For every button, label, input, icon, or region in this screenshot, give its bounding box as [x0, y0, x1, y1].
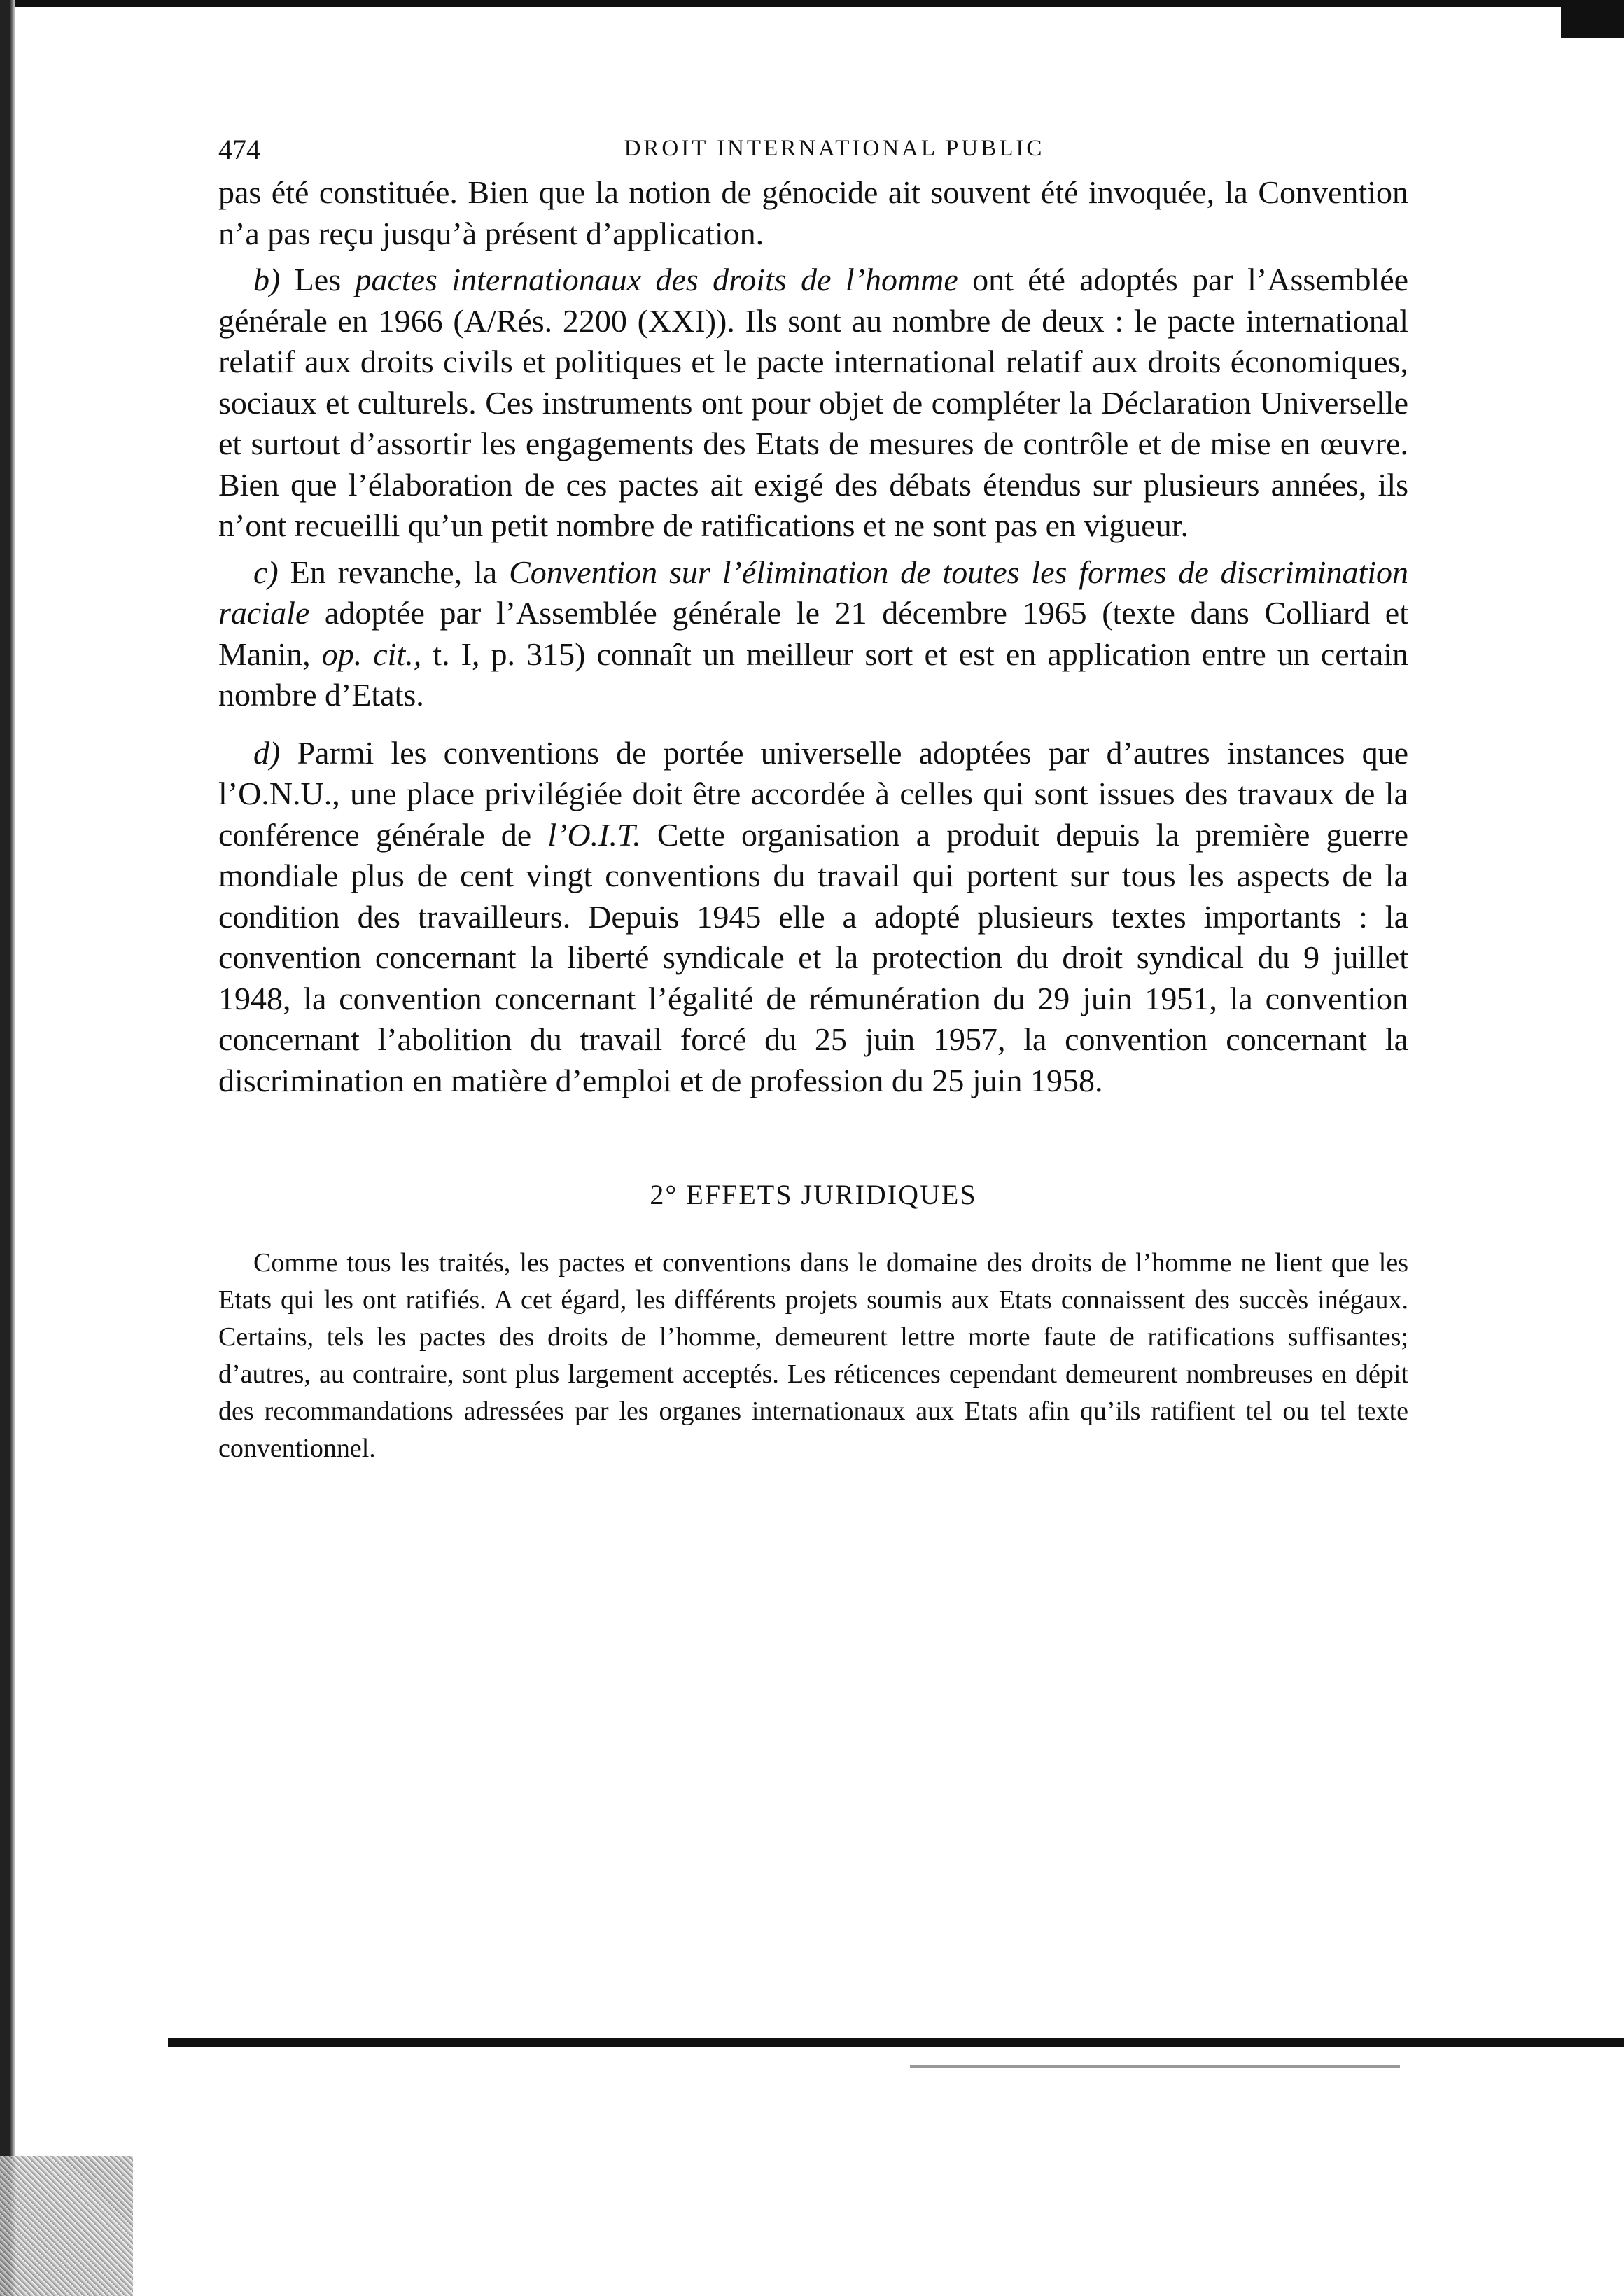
paragraph-text: t. I, p. 315) connaît un meilleur sort et est en application entre un certain nombre d’Etats.: [218, 636, 1409, 713]
paragraph-b: [218, 260, 1408, 547]
scan-corner-artifact: [1561, 0, 1624, 38]
section-text: [218, 1245, 1408, 1467]
paragraph-text: pas été constituée. Bien que la notion de génocide ait souvent été invoquée, la Convention n’a pas reçu jusqu’à présent d’application.: [218, 174, 1408, 251]
citation: op. cit.,: [321, 636, 422, 672]
paragraph-d: [218, 733, 1408, 1102]
italic-title: Convention sur l’élimination de toutes les formes de discrimination raciale: [218, 554, 1409, 631]
body-text: [218, 172, 1408, 1101]
paragraph-label: d): [253, 734, 281, 771]
paragraph-lead: Parmi les conventions de portée universelle adoptées par d’autres instances que l’O.N.U., une place privilégiée doit être accordée à celles qui sont issues des travaux de la conférence générale de: [218, 734, 1408, 853]
paragraph-c: [218, 552, 1408, 716]
paragraph-text: ont été adoptés par l’Assemblée générale en 1966 (A/Rés. 2200 (XXI)). Ils sont au nombre de deux : le pacte international relatif aux droits civils et politiques et le pacte international relatif aux droits économiques, sociaux et culturels. Ces instruments ont pour objet de compléter la Déclaration Universelle et surtout d’assortir les engagements des Etats de mesures de contrôle et de mise en œuvre. Bien que l’élaboration de ces pactes ait exigé des débats étendus sur plusieurs années, ils n’ont recueilli qu’un petit nombre de ratifications et ne sont pas en vigueur.: [218, 262, 1409, 543]
page-number: 474: [218, 134, 260, 165]
italic-title: pactes internationaux des droits de l’homme: [355, 262, 958, 298]
paragraph-lead: Les: [294, 262, 342, 298]
scan-left-border: [0, 0, 15, 2296]
scan-bottom-left-artifact: [0, 2156, 133, 2296]
paragraph-text: Cette organisation a produit depuis la première guerre mondiale plus de cent vingt conventions du travail qui portent sur tous les aspects de la condition des travailleurs. Depuis 1945 elle a adopté plusieurs textes importants : la convention concernant la liberté syndicale et la protection du droit syndical du 9 juillet 1948, la convention concernant l’égalité de rémunération du 29 juin 1951, la convention concernant l’abolition du travail forcé du 25 juin 1957, la convention concernant la discrimination en matière d’emploi et de profession du 25 juin 1958.: [218, 816, 1409, 1098]
paragraph-continuation: [218, 172, 1408, 254]
scan-bottom-rule-faint: [910, 2065, 1400, 2068]
book-page: [218, 119, 1408, 1467]
paragraph-label: c): [253, 554, 279, 590]
paragraph-text: adoptée par l’Assemblée générale le 21 décembre 1965 (texte dans Colliard et Manin,: [218, 595, 1408, 672]
section-heading: 2° EFFETS JURIDIQUES: [650, 1179, 977, 1210]
organization-abbrev: l’O.I.T.: [547, 816, 641, 853]
section-paragraph: Comme tous les traités, les pactes et conventions dans le domaine des droits de l’homme ne lient que les Etats qui les ont ratifiés. A cet égard, les différents projets soumis aux Etats connaissent des succès inégaux. Certains, tels les pactes des droits de l’homme, demeurent lettre morte faute de ratifications suffisantes; d’autres, au contraire, sont plus largement acceptés. Les réticences cependant demeurent nombreuses en dépit des recommandations adressées par les organes internationaux aux Etats afin qu’ils ratifient tel ou tel texte conventionnel.: [218, 1248, 1408, 1463]
running-head: [218, 119, 1408, 168]
paragraph-lead: En revanche, la: [290, 554, 498, 590]
scan-bottom-rule: [168, 2038, 1624, 2047]
running-title: DROIT INTERNATIONAL PUBLIC: [624, 136, 1045, 161]
scan-top-border: [0, 0, 1624, 21]
paragraph-label: b): [253, 262, 281, 298]
